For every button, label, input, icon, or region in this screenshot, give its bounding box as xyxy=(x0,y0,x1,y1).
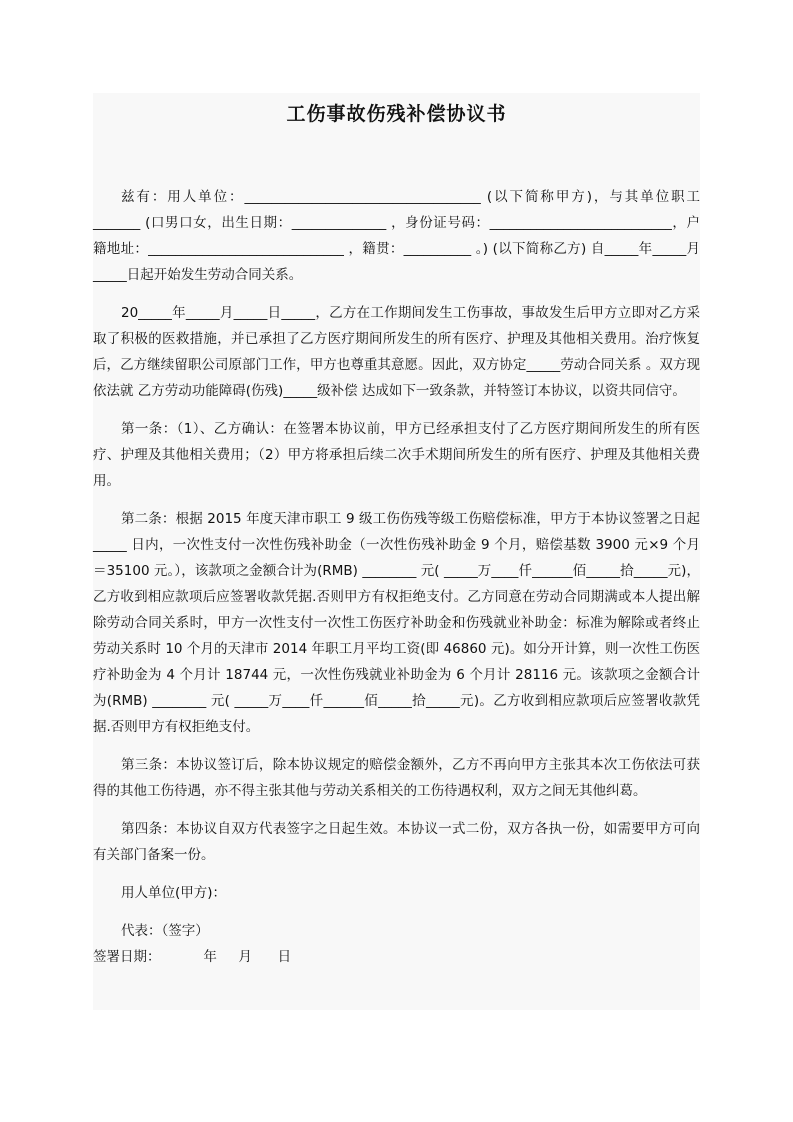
article-2-paragraph: 第二条：根据 2015 年度天津市职工 9 级工伤伤残等级工伤赔偿标准，甲方于本协议签署之日起_____ 日内，一次性支付一次性伤残补助金（一次性伤残补助金 9 个月，赔偿基数 3900 元×9 个月＝35100 元。），该款项之金额合计为(RMB) ________ 元( _____万____仟______佰_____拾_____元)，乙方收到相应款项后应签署收款凭据.否则甲方有权拒绝支付。乙方同意在劳动合同期满或本人提出解除劳动合同关系时，甲方一次性支付一次性工伤医疗补助金和伤残就业补助金：标准为解除或者终止劳动关系时 10 个月的天津市 2014 年职工月平均工资(即 46860 元)。如分开计算，则一次性工伤医疗补助金为 4 个月计 18744 元，一次性伤残就业补助金为 6 个月计 28116 元。该款项之金额合计为(RMB) ________ 元( _____万____仟______佰_____拾_____元)。乙方收到相应款项后应签署收款凭据.否则甲方有权拒绝支付。 xyxy=(93,511,700,735)
intro-paragraph: 兹有：用人单位：___________________________________ (以下简称甲方)，与其单位职工_______ (口男口女，出生日期：______________ ，身份证号码：___________________________，户籍地址：_____________________________ ，籍贯：__________ 。) (以下简称乙方) 自_____年_____月_____日起开始发生劳动合同关系。 xyxy=(93,189,700,283)
article-3-paragraph: 第三条：本协议签订后，除本协议规定的赔偿金额外，乙方不再向甲方主张其本次工伤依法可获得的其他工伤待遇，亦不得主张其他与劳动关系相关的工伤待遇权利，双方之间无其他纠葛。 xyxy=(93,757,700,799)
article-1-paragraph: 第一条：（1）、乙方确认：在签署本协议前，甲方已经承担支付了乙方医疗期间所发生的所有医疗、护理及其他相关费用；（2）甲方将承担后续二次手术期间所发生的所有医疗、护理及其他相关费用。 xyxy=(93,421,700,489)
employer-signature-label: 用人单位(甲方)： xyxy=(121,885,227,901)
incident-paragraph: 20_____年_____月_____日_____，乙方在工作期间发生工伤事故，事故发生后甲方立即对乙方采取了积极的医救措施，并已承担了乙方医疗期间所发生的所有医疗、护理及其他相关费用。治疗恢复后，乙方继续留职公司原部门工作，甲方也尊重其意愿。因此，双方协定_____劳动合同关系 。双方现依法就 乙方劳动功能障碍(伤残)_____级补偿 达成如下一致条款，并特签订本协议，以资共同信守。 xyxy=(93,305,700,399)
document-title: 工伤事故伤残补偿协议书 xyxy=(286,103,507,125)
document-body xyxy=(93,93,700,970)
representative-signature-label: 代表：（签字） xyxy=(121,923,209,939)
article-4-paragraph: 第四条：本协议自双方代表签字之日起生效。本协议一式二份，双方各执一份，如需要甲方可向有关部门备案一份。 xyxy=(93,821,700,863)
signing-date-label: 签署日期： 年 月 日 xyxy=(93,949,292,965)
